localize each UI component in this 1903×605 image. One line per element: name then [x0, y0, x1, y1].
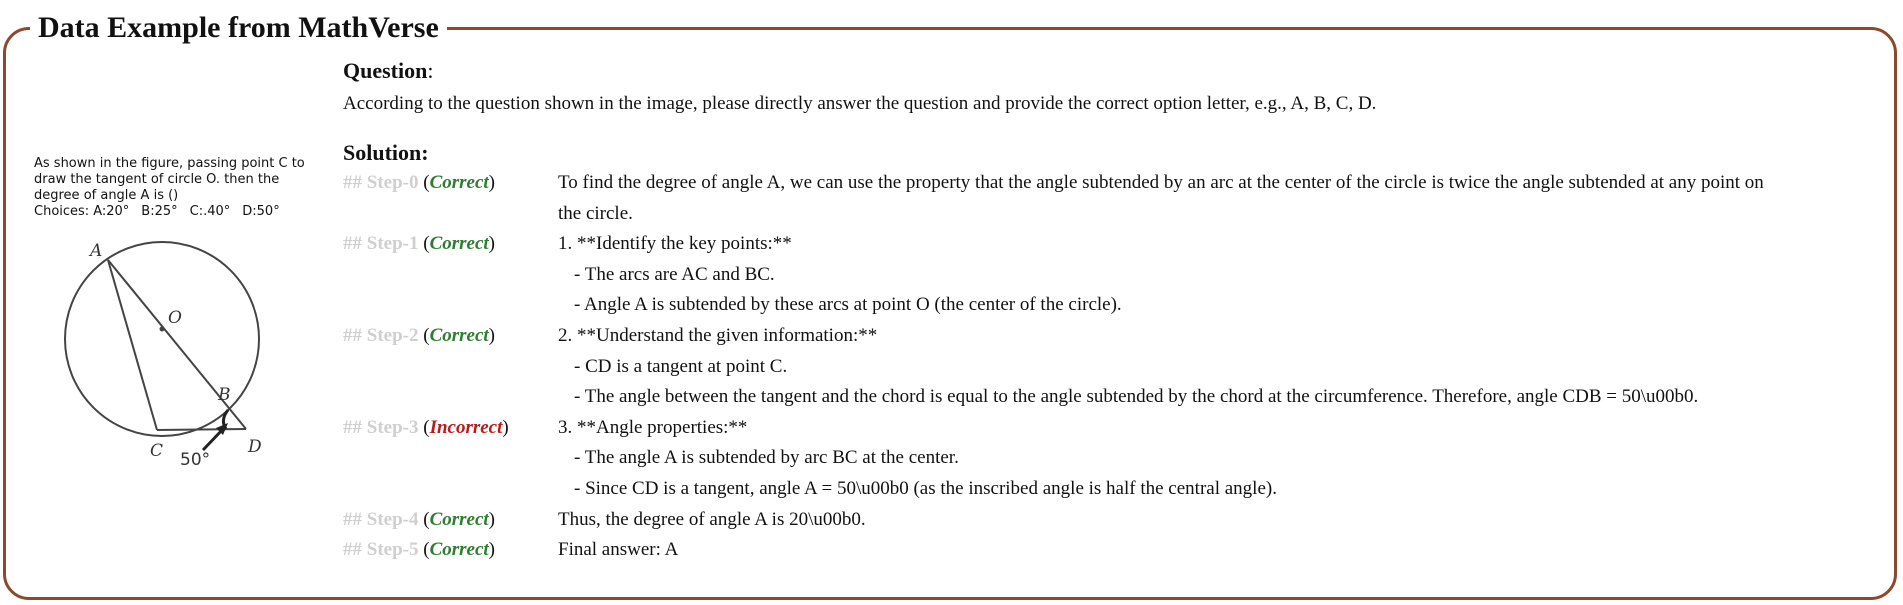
- step-verdict: Correct: [429, 539, 489, 561]
- step-body: [558, 168, 1873, 229]
- step-paren-close: ): [488, 233, 495, 255]
- step-tag: [343, 321, 558, 352]
- step-verdict: Correct: [429, 508, 489, 530]
- step-label: ## Step-2: [343, 324, 419, 346]
- geometry-figure: [58, 232, 278, 472]
- step-verdict: Correct: [429, 324, 489, 346]
- step-line: - Angle A is subtended by these arcs at point O (the center of the circle).: [574, 294, 1122, 316]
- choice-d: D:50°: [242, 204, 280, 219]
- question-heading: [343, 56, 1873, 86]
- step-tag: [343, 535, 558, 566]
- step-body: [558, 535, 1873, 566]
- step-body: [558, 229, 1873, 321]
- center-point: [160, 327, 165, 332]
- step-paren-close: ): [488, 539, 495, 561]
- label-d: D: [248, 437, 262, 457]
- step-line: Final answer: A: [558, 539, 679, 561]
- solution-step: [343, 229, 1873, 321]
- segment-cd: [157, 429, 246, 430]
- step-paren-close: ): [488, 508, 495, 530]
- step-line: Thus, the degree of angle A is 20\u00b0.: [558, 508, 866, 530]
- step-label: ## Step-1: [343, 233, 419, 255]
- step-paren-open: (: [423, 416, 430, 438]
- content-panel: [343, 56, 1873, 566]
- choice-a: A:20°: [93, 204, 130, 219]
- step-line: - The arcs are AC and BC.: [574, 263, 775, 285]
- step-paren-open: (: [423, 508, 430, 530]
- question-text: According to the question shown in the image, please directly answer the question and provide the correct option letter, e.g., A, B, C, D.: [343, 93, 1377, 114]
- step-paren-open: (: [423, 172, 430, 193]
- step-tag: [343, 168, 558, 199]
- label-b: B: [218, 385, 231, 405]
- circle-o: [65, 242, 259, 436]
- step-paren-open: (: [423, 233, 430, 255]
- step-line: 2. **Understand the given information:**: [558, 324, 878, 346]
- solution-step: [343, 321, 1873, 413]
- label-a: A: [90, 241, 103, 261]
- question-heading-text: Question: [343, 58, 428, 83]
- label-o: O: [168, 308, 182, 328]
- step-paren-open: (: [423, 539, 430, 561]
- label-angle: 50°: [180, 450, 211, 470]
- step-label: ## Step-4: [343, 508, 419, 530]
- step-tag: [343, 505, 558, 536]
- step-verdict: Correct: [429, 233, 489, 255]
- choices-label: Choices:: [34, 204, 90, 219]
- step-body: [558, 321, 1873, 413]
- step-body: [558, 413, 1873, 505]
- solution-heading: Solution:: [343, 140, 429, 165]
- solution-step: [343, 535, 1873, 566]
- choice-c: C:.40°: [189, 204, 231, 219]
- step-paren-close: ): [488, 172, 495, 193]
- step-line: - Since CD is a tangent, angle A = 50\u00b0 (as the inscribed angle is half the central angle).: [574, 477, 1277, 499]
- solution-steps: [343, 168, 1873, 566]
- step-line: - The angle A is subtended by arc BC at the center.: [574, 447, 959, 469]
- step-verdict: Incorrect: [429, 416, 503, 438]
- step-tag: [343, 229, 558, 260]
- step-label: ## Step-5: [343, 539, 419, 561]
- step-line: To find the degree of angle A, we can use the property that the angle subtended by an arc at the center of the circle is twice the angle subtended at any point on: [558, 172, 1764, 193]
- step-verdict: Correct: [429, 172, 489, 193]
- step-label: ## Step-3: [343, 416, 419, 438]
- step-paren-open: (: [423, 324, 430, 346]
- step-label: ## Step-0: [343, 172, 419, 193]
- problem-text: As shown in the figure, passing point C to draw the tangent of circle O. then the degree of angle A is (): [34, 156, 305, 203]
- step-line: 3. **Angle properties:**: [558, 416, 748, 438]
- problem-panel: [34, 156, 324, 220]
- segment-ac: [108, 260, 157, 430]
- question-heading-colon: :: [427, 58, 434, 83]
- solution-step: [343, 168, 1873, 229]
- step-line: - CD is a tangent at point C.: [574, 355, 788, 377]
- solution-step: [343, 413, 1873, 505]
- step-paren-close: ): [488, 324, 495, 346]
- solution-step: [343, 505, 1873, 536]
- step-body: [558, 505, 1873, 536]
- step-line: - The angle between the tangent and the chord is equal to the angle subtended by the chord at the circumference. Therefore, angle CDB = 50\u00b0.: [574, 386, 1699, 408]
- choice-b: B:25°: [141, 204, 178, 219]
- step-line: the circle.: [558, 202, 633, 224]
- problem-choices: [34, 204, 324, 220]
- label-c: C: [150, 441, 164, 461]
- step-line: 1. **Identify the key points:**: [558, 233, 792, 255]
- step-paren-close: ): [502, 416, 509, 438]
- frame-title: Data Example from MathVerse: [30, 10, 447, 46]
- step-tag: [343, 413, 558, 444]
